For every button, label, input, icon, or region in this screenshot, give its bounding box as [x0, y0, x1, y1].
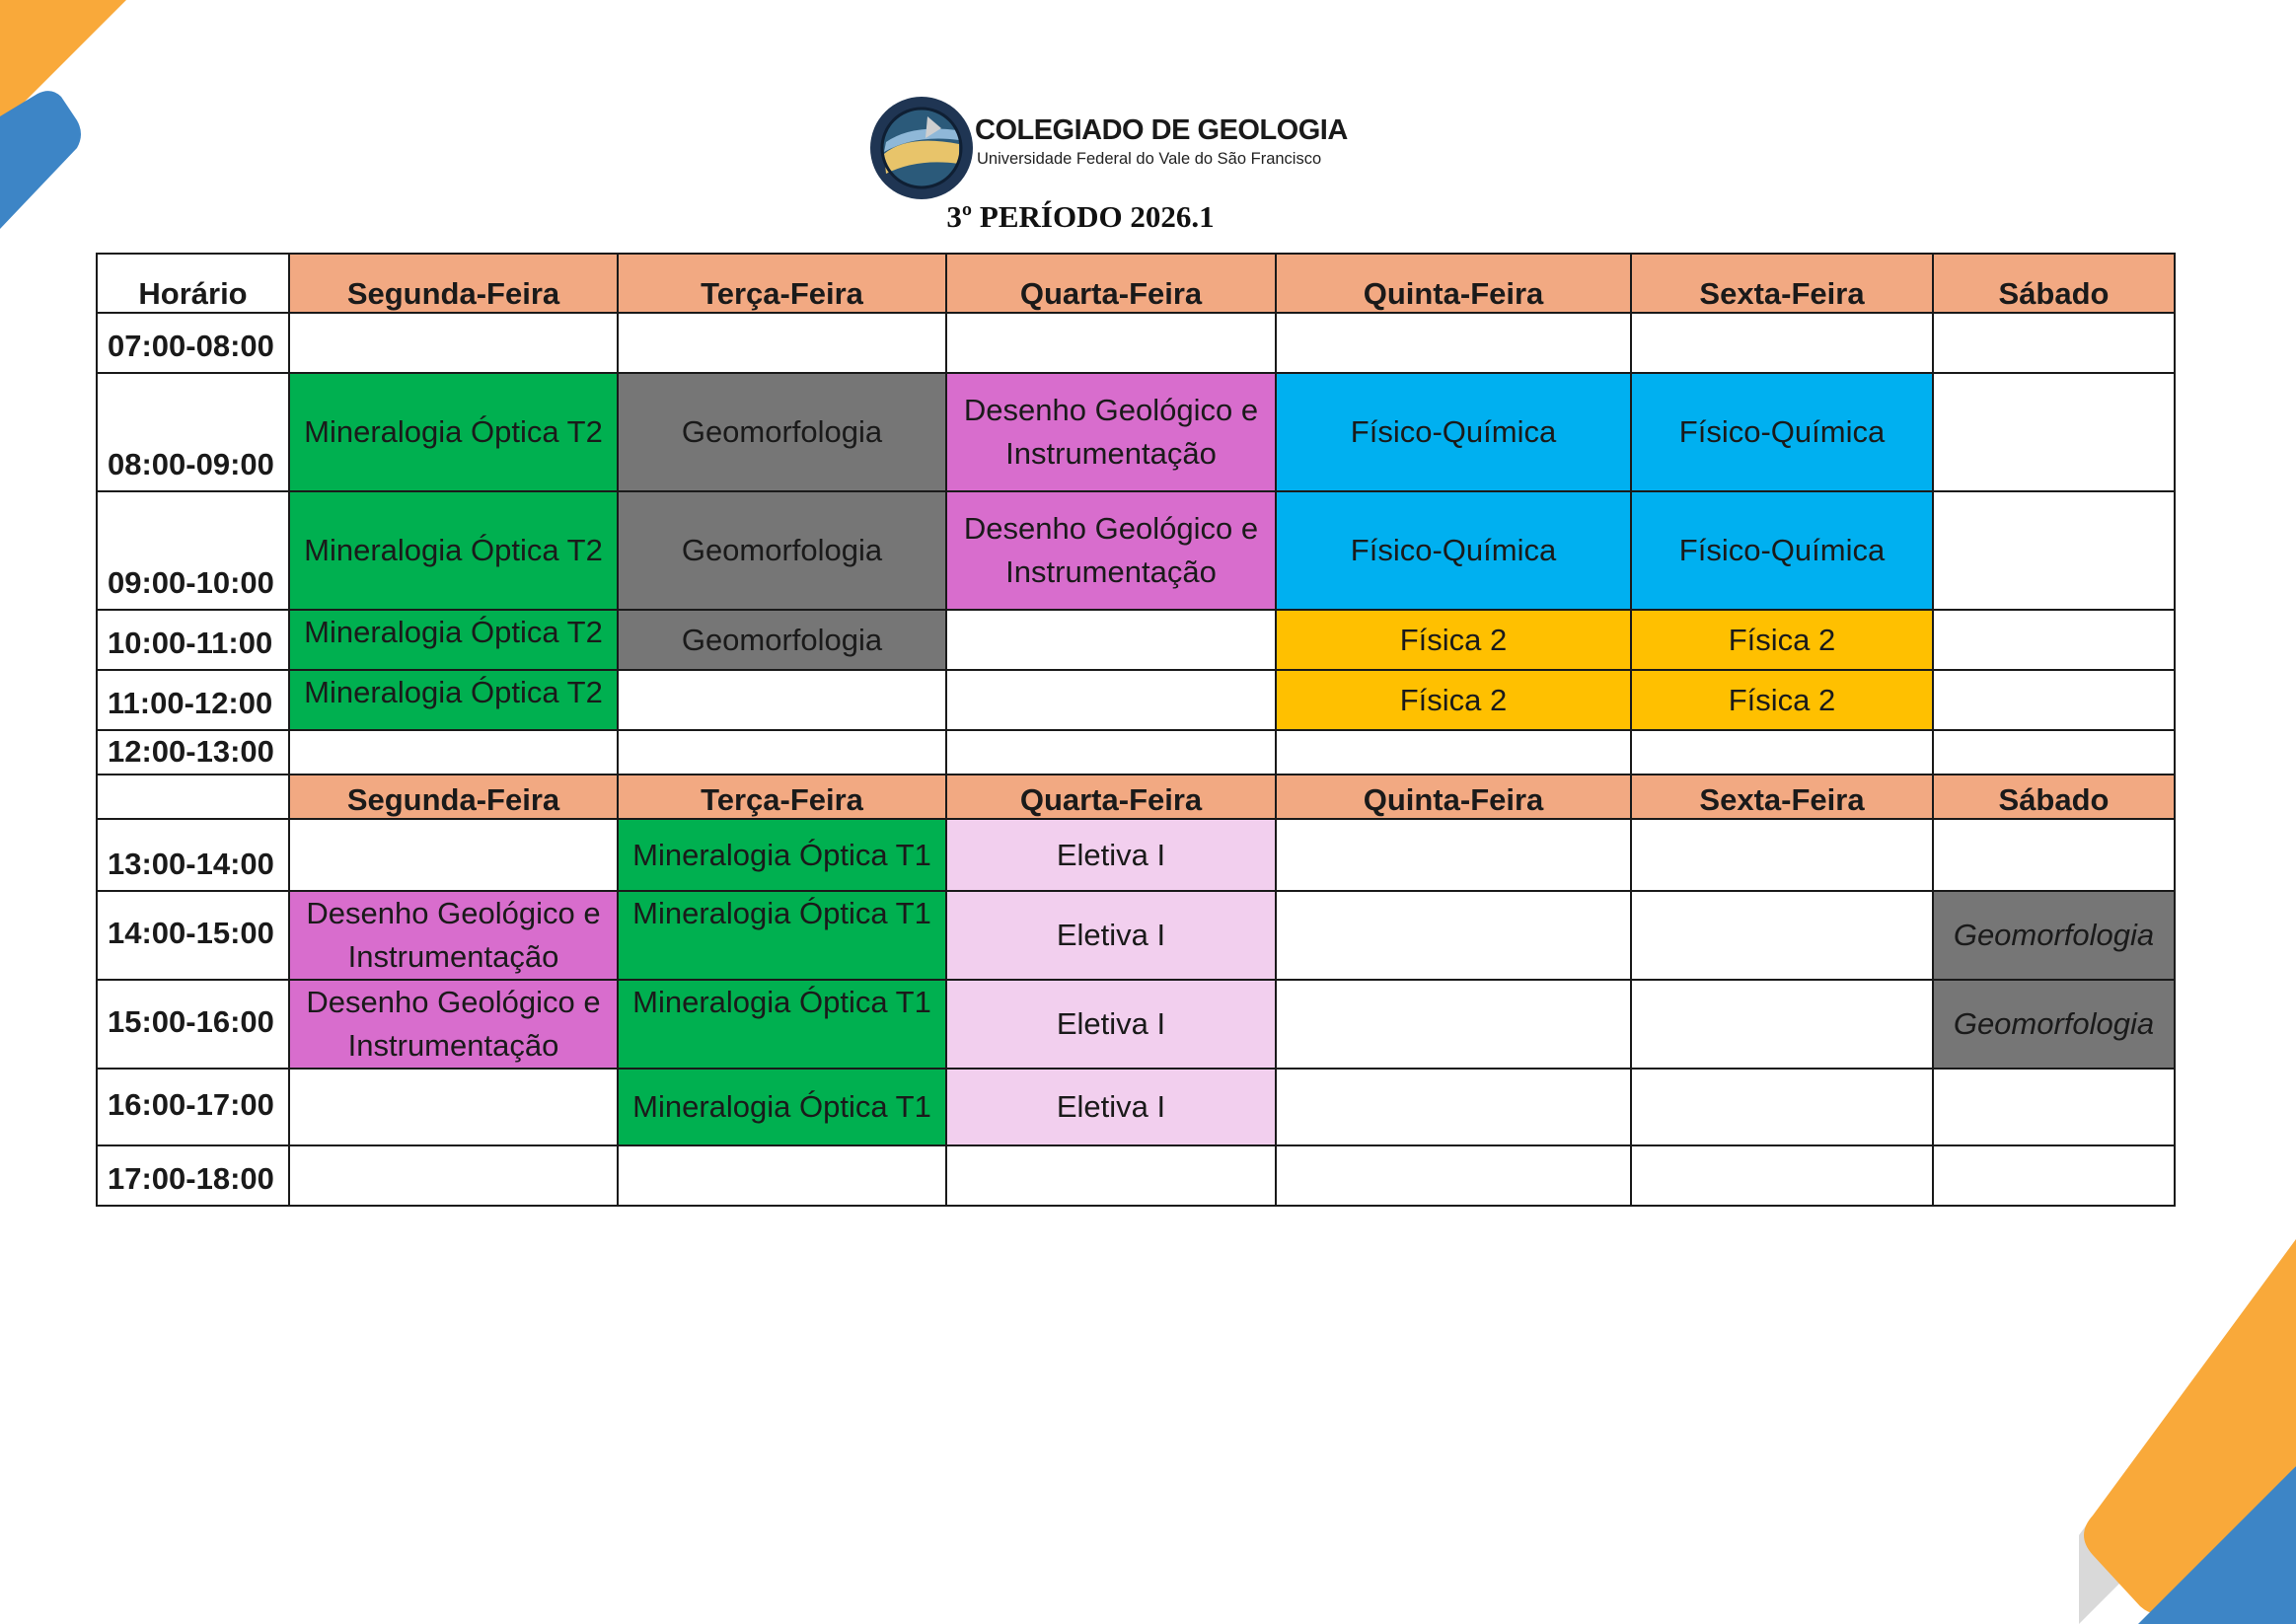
- class-cell: Mineralogia Óptica T1: [618, 980, 946, 1069]
- class-cell: [289, 1145, 618, 1206]
- schedule-row: [97, 491, 2175, 610]
- time-slot: 15:00-16:00: [97, 980, 289, 1069]
- class-cell: [946, 730, 1276, 775]
- class-cell: [1933, 491, 2175, 610]
- day-header-sabado: Sábado: [1933, 775, 2175, 819]
- colegiado-logo-icon: [868, 95, 975, 201]
- class-cell: Geomorfologia: [1933, 980, 2175, 1069]
- class-cell: [1631, 730, 1933, 775]
- header-row-afternoon: [97, 775, 2175, 819]
- schedule-row: [97, 670, 2175, 730]
- class-cell: [1631, 1069, 1933, 1145]
- class-cell: Eletiva I: [946, 1069, 1276, 1145]
- class-cell: Física 2: [1276, 670, 1631, 730]
- schedule-row: [97, 980, 2175, 1069]
- class-cell: Mineralogia Óptica T2: [289, 610, 618, 670]
- class-cell: [946, 313, 1276, 373]
- class-cell: [1933, 730, 2175, 775]
- class-cell: [1276, 1145, 1631, 1206]
- time-slot: 07:00-08:00: [97, 313, 289, 373]
- class-cell: [1933, 610, 2175, 670]
- time-slot: 16:00-17:00: [97, 1069, 289, 1145]
- class-cell: Desenho Geológico e Instrumentação: [946, 491, 1276, 610]
- org-subtitle: Universidade Federal do Vale do São Francisco: [977, 150, 1322, 168]
- time-slot: 14:00-15:00: [97, 891, 289, 980]
- class-cell: [289, 313, 618, 373]
- day-header-quinta: Quinta-Feira: [1276, 775, 1631, 819]
- class-cell: [1276, 1069, 1631, 1145]
- class-cell: [1276, 730, 1631, 775]
- class-cell: [1933, 373, 2175, 491]
- class-cell: Geomorfologia: [618, 610, 946, 670]
- schedule-row: [97, 1145, 2175, 1206]
- day-header-segunda: Segunda-Feira: [289, 254, 618, 313]
- class-cell: Física 2: [1276, 610, 1631, 670]
- time-slot: 13:00-14:00: [97, 819, 289, 891]
- time-slot: 17:00-18:00: [97, 1145, 289, 1206]
- class-cell: [289, 730, 618, 775]
- class-cell: [1933, 1069, 2175, 1145]
- class-cell: [1933, 1145, 2175, 1206]
- class-cell: Mineralogia Óptica T2: [289, 373, 618, 491]
- empty-header-cell: [97, 775, 289, 819]
- day-header-sabado: Sábado: [1933, 254, 2175, 313]
- time-slot: 10:00-11:00: [97, 610, 289, 670]
- class-cell: [1933, 313, 2175, 373]
- class-cell: [1631, 1145, 1933, 1206]
- class-cell: Mineralogia Óptica T1: [618, 819, 946, 891]
- class-cell: [618, 730, 946, 775]
- day-header-sexta: Sexta-Feira: [1631, 254, 1933, 313]
- day-header-quarta: Quarta-Feira: [946, 775, 1276, 819]
- class-cell: [1276, 313, 1631, 373]
- period-title: 3º PERÍODO 2026.1: [946, 199, 1215, 234]
- schedule-row: [97, 373, 2175, 491]
- class-cell: [1276, 891, 1631, 980]
- header-row-morning: [97, 254, 2175, 313]
- schedule-row: [97, 819, 2175, 891]
- schedule-row: [97, 891, 2175, 980]
- org-name: COLEGIADO DE GEOLOGIA: [975, 114, 1348, 146]
- day-header-terca: Terça-Feira: [618, 254, 946, 313]
- header: [868, 95, 1348, 203]
- class-cell: [289, 1069, 618, 1145]
- schedule-row: [97, 313, 2175, 373]
- class-cell: [618, 1145, 946, 1206]
- class-cell: [946, 610, 1276, 670]
- class-cell: Desenho Geológico e Instrumentação: [289, 891, 618, 980]
- class-cell: Geomorfologia: [1933, 891, 2175, 980]
- class-cell: [1933, 819, 2175, 891]
- class-cell: Mineralogia Óptica T1: [618, 891, 946, 980]
- day-header-quarta: Quarta-Feira: [946, 254, 1276, 313]
- schedule-table: [96, 253, 2176, 1207]
- day-header-sexta: Sexta-Feira: [1631, 775, 1933, 819]
- corner-decoration-bottom-right: [2079, 1239, 2296, 1624]
- class-cell: [1631, 819, 1933, 891]
- class-cell: Físico-Química: [1631, 491, 1933, 610]
- class-cell: Mineralogia Óptica T2: [289, 670, 618, 730]
- class-cell: Física 2: [1631, 670, 1933, 730]
- class-cell: [1276, 819, 1631, 891]
- class-cell: Eletiva I: [946, 819, 1276, 891]
- class-cell: Mineralogia Óptica T1: [618, 1069, 946, 1145]
- class-cell: [618, 670, 946, 730]
- time-slot: 11:00-12:00: [97, 670, 289, 730]
- day-header-quinta: Quinta-Feira: [1276, 254, 1631, 313]
- class-cell: [1631, 313, 1933, 373]
- class-cell: Eletiva I: [946, 980, 1276, 1069]
- schedule-row: [97, 610, 2175, 670]
- time-slot: 09:00-10:00: [97, 491, 289, 610]
- class-cell: Física 2: [1631, 610, 1933, 670]
- class-cell: Desenho Geológico e Instrumentação: [946, 373, 1276, 491]
- class-cell: [618, 313, 946, 373]
- class-cell: [1933, 670, 2175, 730]
- class-cell: Mineralogia Óptica T2: [289, 491, 618, 610]
- class-cell: Eletiva I: [946, 891, 1276, 980]
- class-cell: [1631, 891, 1933, 980]
- class-cell: Físico-Química: [1276, 491, 1631, 610]
- class-cell: [1276, 980, 1631, 1069]
- day-header-terca: Terça-Feira: [618, 775, 946, 819]
- time-slot: 12:00-13:00: [97, 730, 289, 775]
- class-cell: [946, 670, 1276, 730]
- horario-header: Horário: [97, 254, 289, 313]
- class-cell: Físico-Química: [1631, 373, 1933, 491]
- class-cell: [946, 1145, 1276, 1206]
- class-cell: Desenho Geológico e Instrumentação: [289, 980, 618, 1069]
- day-header-segunda: Segunda-Feira: [289, 775, 618, 819]
- class-cell: Geomorfologia: [618, 491, 946, 610]
- schedule-row: [97, 1069, 2175, 1145]
- class-cell: Geomorfologia: [618, 373, 946, 491]
- class-cell: Físico-Química: [1276, 373, 1631, 491]
- class-cell: [289, 819, 618, 891]
- class-cell: [1631, 980, 1933, 1069]
- time-slot: 08:00-09:00: [97, 373, 289, 491]
- schedule-row: [97, 730, 2175, 775]
